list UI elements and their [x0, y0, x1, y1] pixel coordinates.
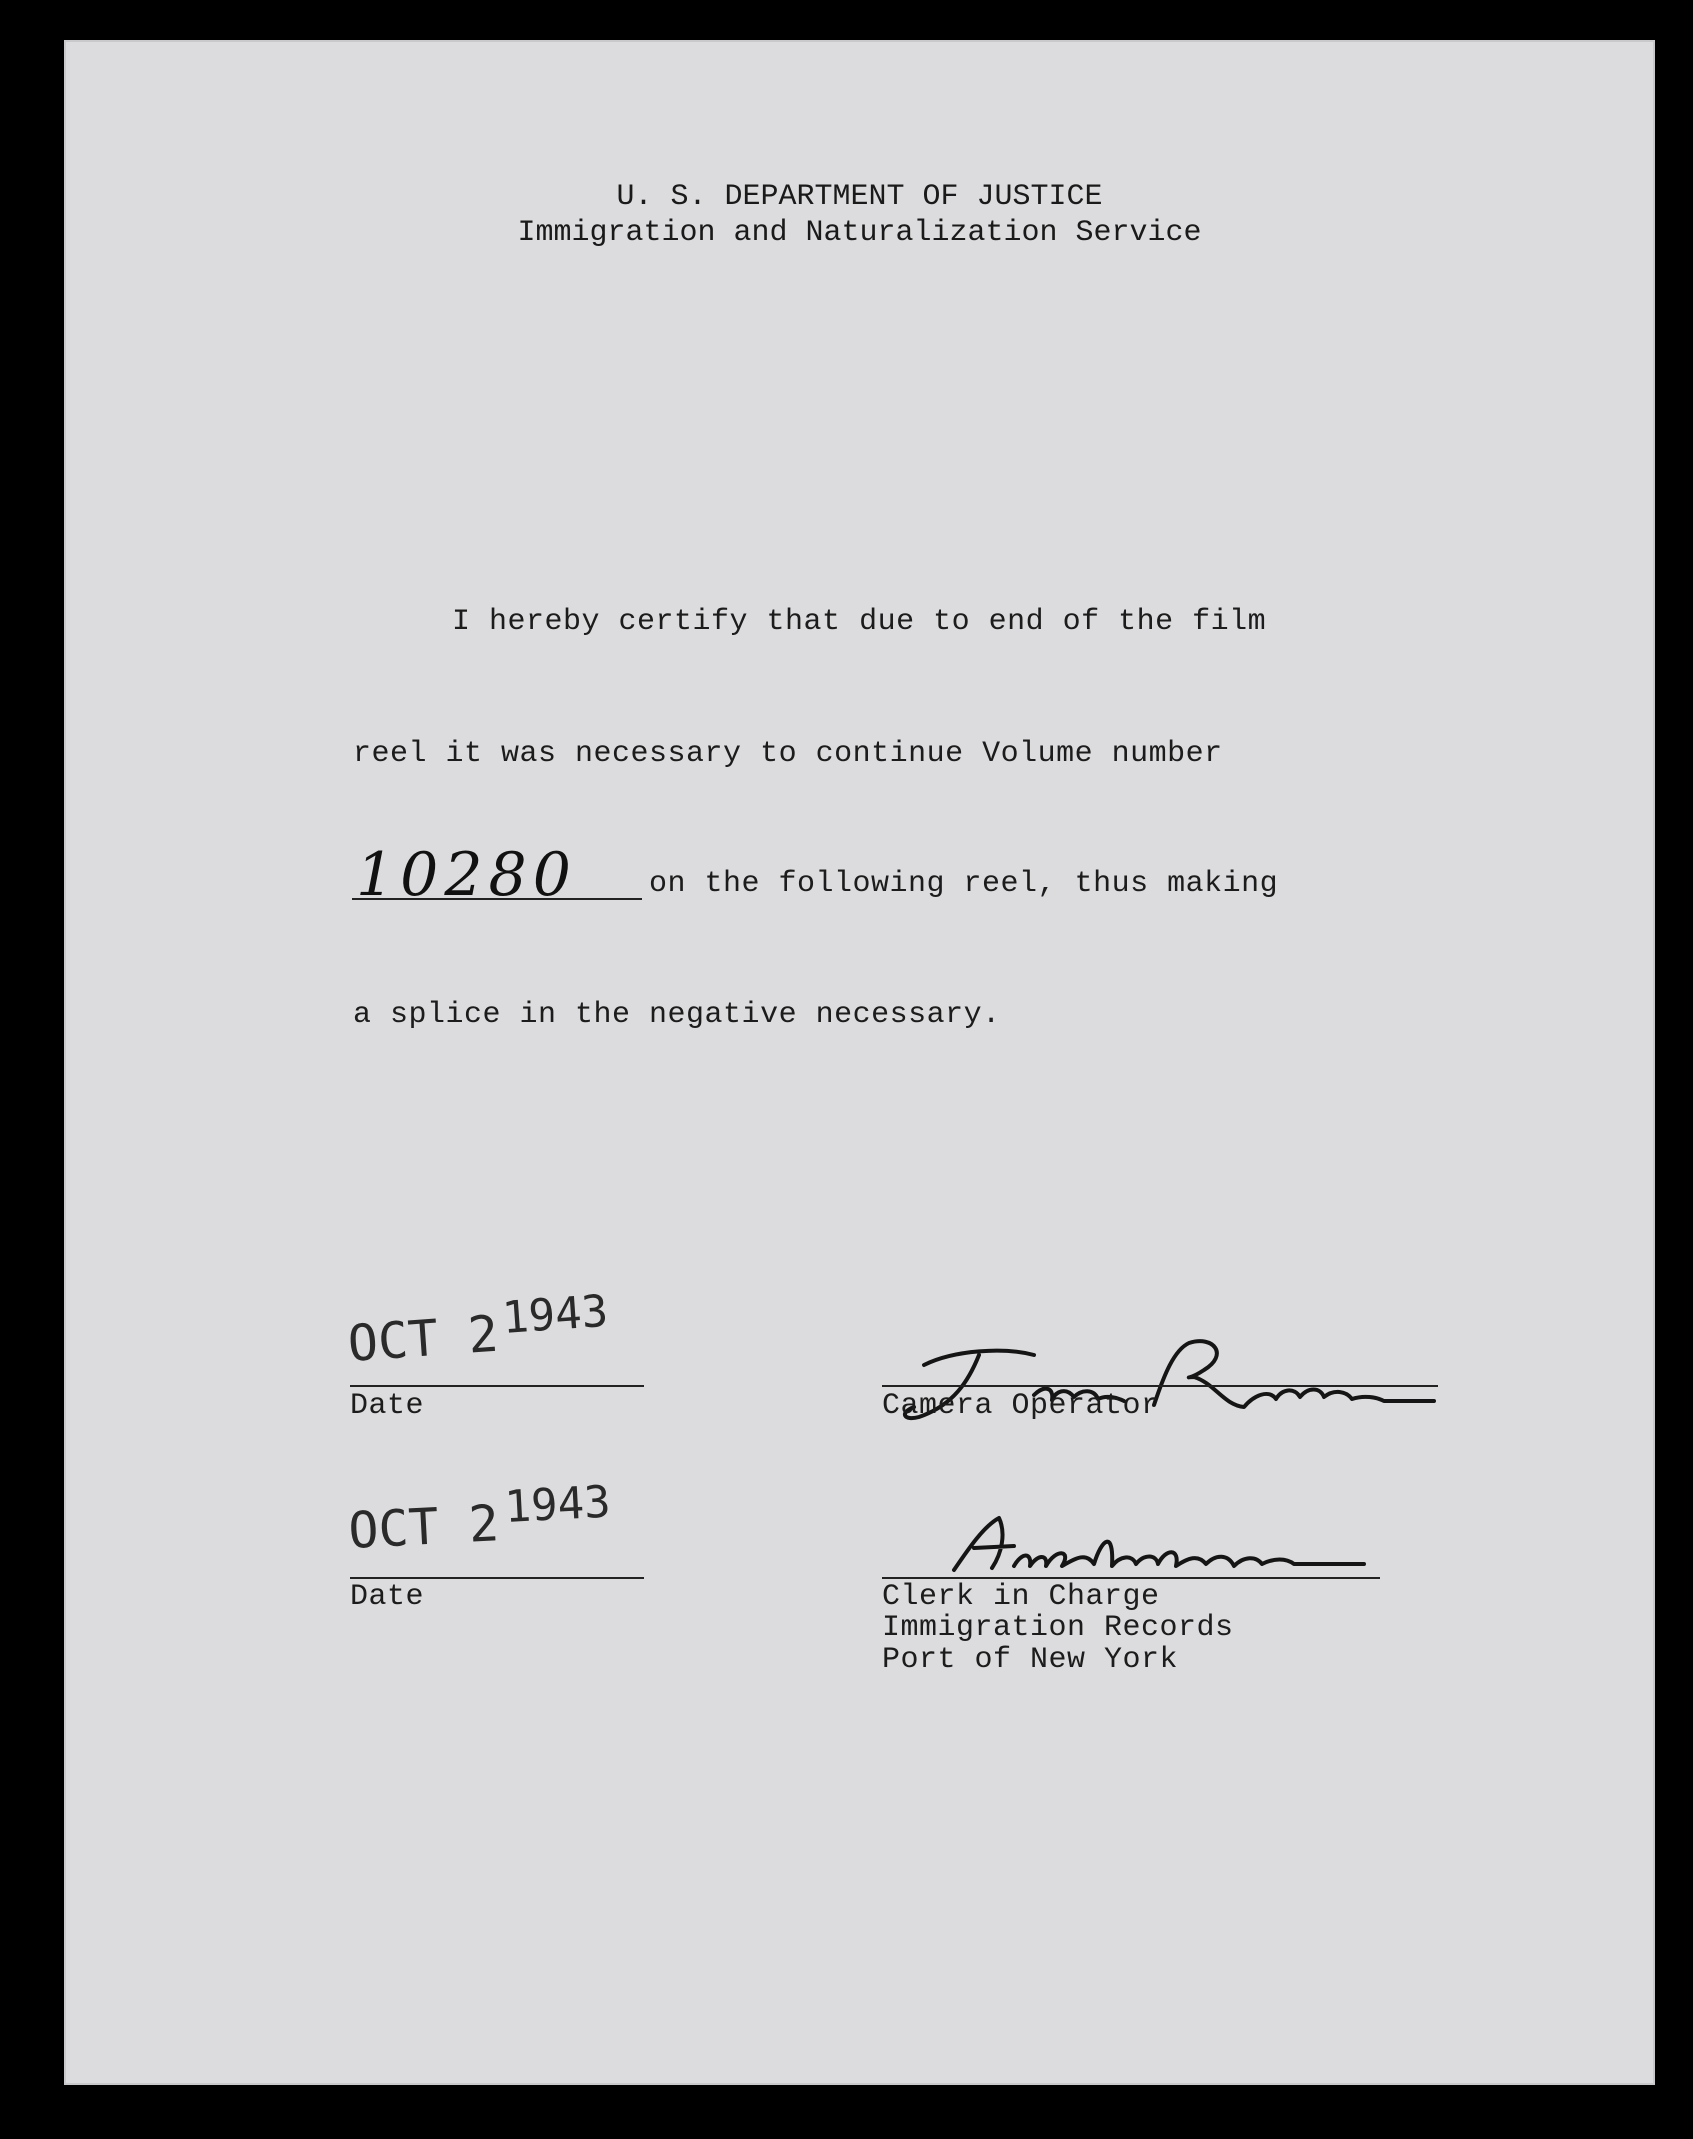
clerk-signature [944, 1508, 1404, 1588]
date-label-1: Date [350, 1389, 425, 1423]
certify-line-4: a splice in the negative necessary. [353, 998, 1001, 1032]
certify-line-1: I hereby certify that due to end of the film [452, 605, 1267, 639]
date-line-2 [350, 1577, 644, 1579]
document-page [64, 40, 1655, 2085]
volume-number-handwritten: 10280 [356, 840, 577, 910]
certify-line-2: reel it was necessary to continue Volume number [353, 737, 1223, 771]
date-label-2: Date [350, 1580, 425, 1614]
date-stamp-2-year: 1943 [503, 1476, 612, 1533]
date-stamp-1-month-day: OCT 2 [345, 1304, 501, 1373]
clerk-role-line-1: Clerk in Charge [882, 1580, 1160, 1614]
date-stamp-2-month-day: OCT 2 [346, 1494, 501, 1560]
volume-number-underline [352, 898, 642, 900]
certify-line-3: on the following reel, thus making [649, 867, 1279, 901]
clerk-role-line-3: Port of New York [882, 1643, 1179, 1677]
date-stamp-1-year: 1943 [500, 1285, 610, 1344]
camera-operator-label: Camera Operator [882, 1389, 1160, 1423]
camera-operator-line [882, 1385, 1438, 1387]
clerk-role-line-2: Immigration Records [882, 1611, 1234, 1645]
service-subtitle: Immigration and Naturalization Service [517, 216, 1202, 250]
department-title: U. S. DEPARTMENT OF JUSTICE [616, 180, 1103, 214]
clerk-line [882, 1577, 1380, 1579]
date-line-1 [350, 1385, 644, 1387]
